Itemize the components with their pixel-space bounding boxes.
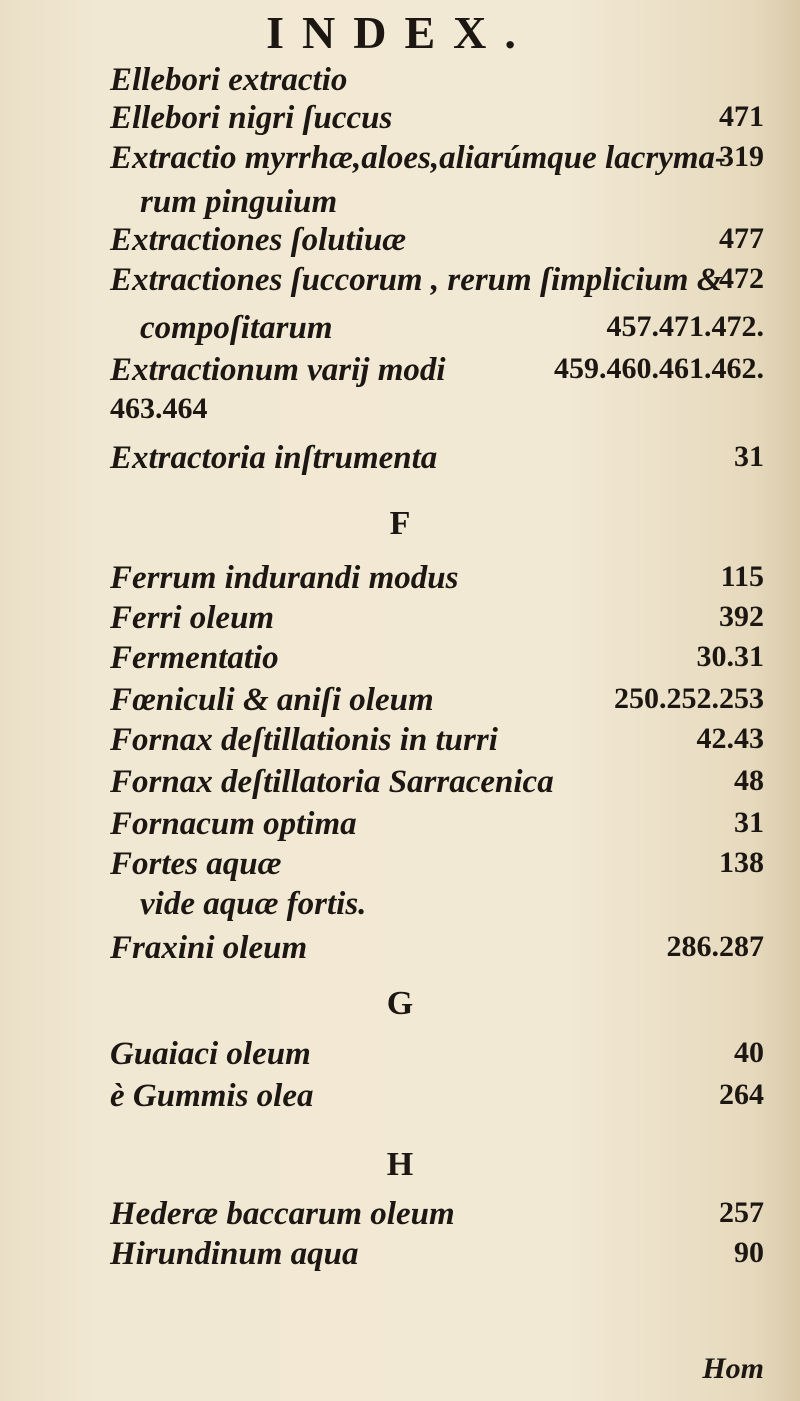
entry-pages: 115 bbox=[720, 560, 764, 593]
section-letter: G bbox=[386, 985, 414, 1022]
entry-term: Fornax deſtillatoria Sarracenica bbox=[110, 764, 554, 800]
index-entry bbox=[0, 764, 800, 810]
entry-pages: 257 bbox=[719, 1196, 764, 1229]
entry-pages: 250.252.253 bbox=[614, 682, 764, 715]
entry-pages: 477 bbox=[719, 222, 764, 255]
index-entry bbox=[0, 262, 800, 308]
entry-term: Hirundinum aqua bbox=[110, 1236, 359, 1272]
entry-pages: 40 bbox=[734, 1036, 764, 1069]
entry-term: Ellebori nigri ſuccus bbox=[110, 100, 393, 136]
entry-term: Extractionum varij modi bbox=[110, 352, 446, 388]
entry-pages: 264 bbox=[719, 1078, 764, 1111]
index-entry bbox=[0, 930, 800, 976]
entry-term: Fœniculi & aniſi oleum bbox=[110, 682, 434, 718]
entry-pages: 31 bbox=[734, 440, 764, 473]
entry-pages: 459.460.461.462. bbox=[554, 352, 764, 385]
entry-term: Fornacum optima bbox=[110, 806, 357, 842]
page-header: INDEX. bbox=[266, 7, 534, 58]
entry-pages: 48 bbox=[734, 764, 764, 797]
entry-pages: 42.43 bbox=[696, 722, 764, 755]
index-entry bbox=[0, 1036, 800, 1082]
index-entry bbox=[0, 440, 800, 486]
entry-term: Extractiones ſolutiuæ bbox=[110, 222, 407, 258]
catchword-row bbox=[0, 1352, 800, 1398]
entry-term: Extractio myrrhæ,aloes,aliarúmque lacryma- bbox=[110, 140, 727, 176]
index-entry bbox=[0, 310, 800, 356]
entry-pages: 472 bbox=[719, 262, 764, 295]
index-entry bbox=[0, 722, 800, 768]
entry-continuation: rum pinguium bbox=[140, 184, 338, 220]
entry-pages: 90 bbox=[734, 1236, 764, 1269]
section-letter: F bbox=[389, 505, 411, 542]
entry-pages: 286.287 bbox=[666, 930, 764, 963]
entry-term: Hederæ baccarum oleum bbox=[110, 1196, 455, 1232]
index-entry bbox=[0, 1236, 800, 1282]
index-entry bbox=[0, 886, 800, 932]
entry-continuation: vide aquæ fortis. bbox=[140, 886, 367, 922]
entry-pages: 457.471.472. bbox=[606, 310, 764, 343]
catchword: Hom bbox=[702, 1352, 764, 1385]
entry-term: è Gummis olea bbox=[110, 1078, 314, 1114]
entry-term: Fraxini oleum bbox=[110, 930, 308, 966]
entry-term: Ferrum indurandi modus bbox=[110, 560, 459, 596]
index-entry bbox=[0, 640, 800, 686]
entry-pages: 471 bbox=[719, 100, 764, 133]
entry-term: Extractoria inſtrumenta bbox=[110, 440, 438, 476]
entry-term: Extractiones ſuccorum , rerum ſimplicium & bbox=[110, 262, 723, 298]
entry-term: Fortes aquæ bbox=[110, 846, 282, 882]
entry-pages: 31 bbox=[734, 806, 764, 839]
entry-pages: 138 bbox=[719, 846, 764, 879]
entry-pages: 30.31 bbox=[696, 640, 764, 673]
entry-term: Ellebori extractio bbox=[110, 62, 348, 98]
entry-pages: 319 bbox=[719, 140, 764, 173]
index-entry bbox=[0, 392, 800, 438]
entry-term: Fornax deſtillationis in turri bbox=[110, 722, 498, 758]
index-entry bbox=[0, 1078, 800, 1124]
entry-pages: 392 bbox=[719, 600, 764, 633]
entry-term: Ferri oleum bbox=[110, 600, 275, 636]
entry-page-continuation: 463.464 bbox=[110, 392, 208, 425]
section-letter: H bbox=[386, 1146, 414, 1183]
entry-term: Guaiaci oleum bbox=[110, 1036, 311, 1072]
entry-continuation: compoſitarum bbox=[140, 310, 333, 346]
index-entry bbox=[0, 140, 800, 186]
entry-term: Fermentatio bbox=[110, 640, 279, 676]
